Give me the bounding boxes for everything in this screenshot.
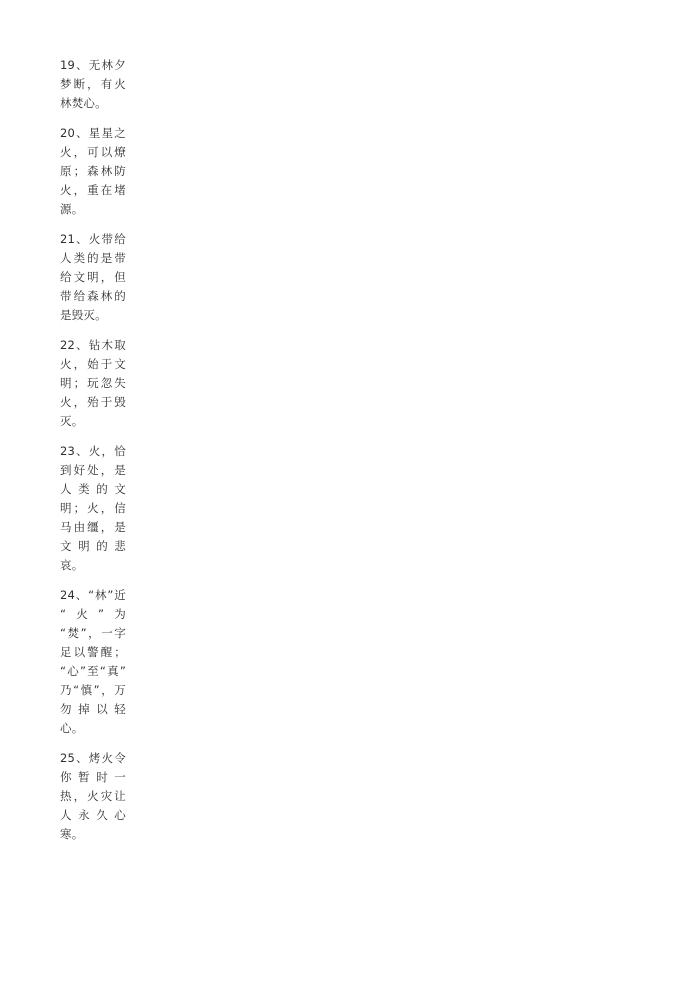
paragraph-25: 25、烤火令你暂时一热，火灾让人永久心寒。 [60,751,126,841]
paragraph-24: 24、“林”近“火”为“焚”，一字足以警醒；“心”至“真”乃“慎”，万勿掉以轻心。 [60,588,126,735]
paragraph-22: 22、钻木取火，始于文明；玩忽失火，殆于毁灭。 [60,338,126,428]
paragraph-20: 20、星星之火，可以燎原；森林防火，重在堵源。 [60,126,126,216]
paragraph-19: 19、无林夕梦断，有火林焚心。 [60,58,126,110]
paragraph-23: 23、火，恰到好处，是人类的文明；火，信马由缰，是文明的悲哀。 [60,444,126,572]
paragraph-21: 21、火带给人类的是带给文明，但带给森林的是毁灭。 [60,232,126,322]
text-column [60,56,126,844]
